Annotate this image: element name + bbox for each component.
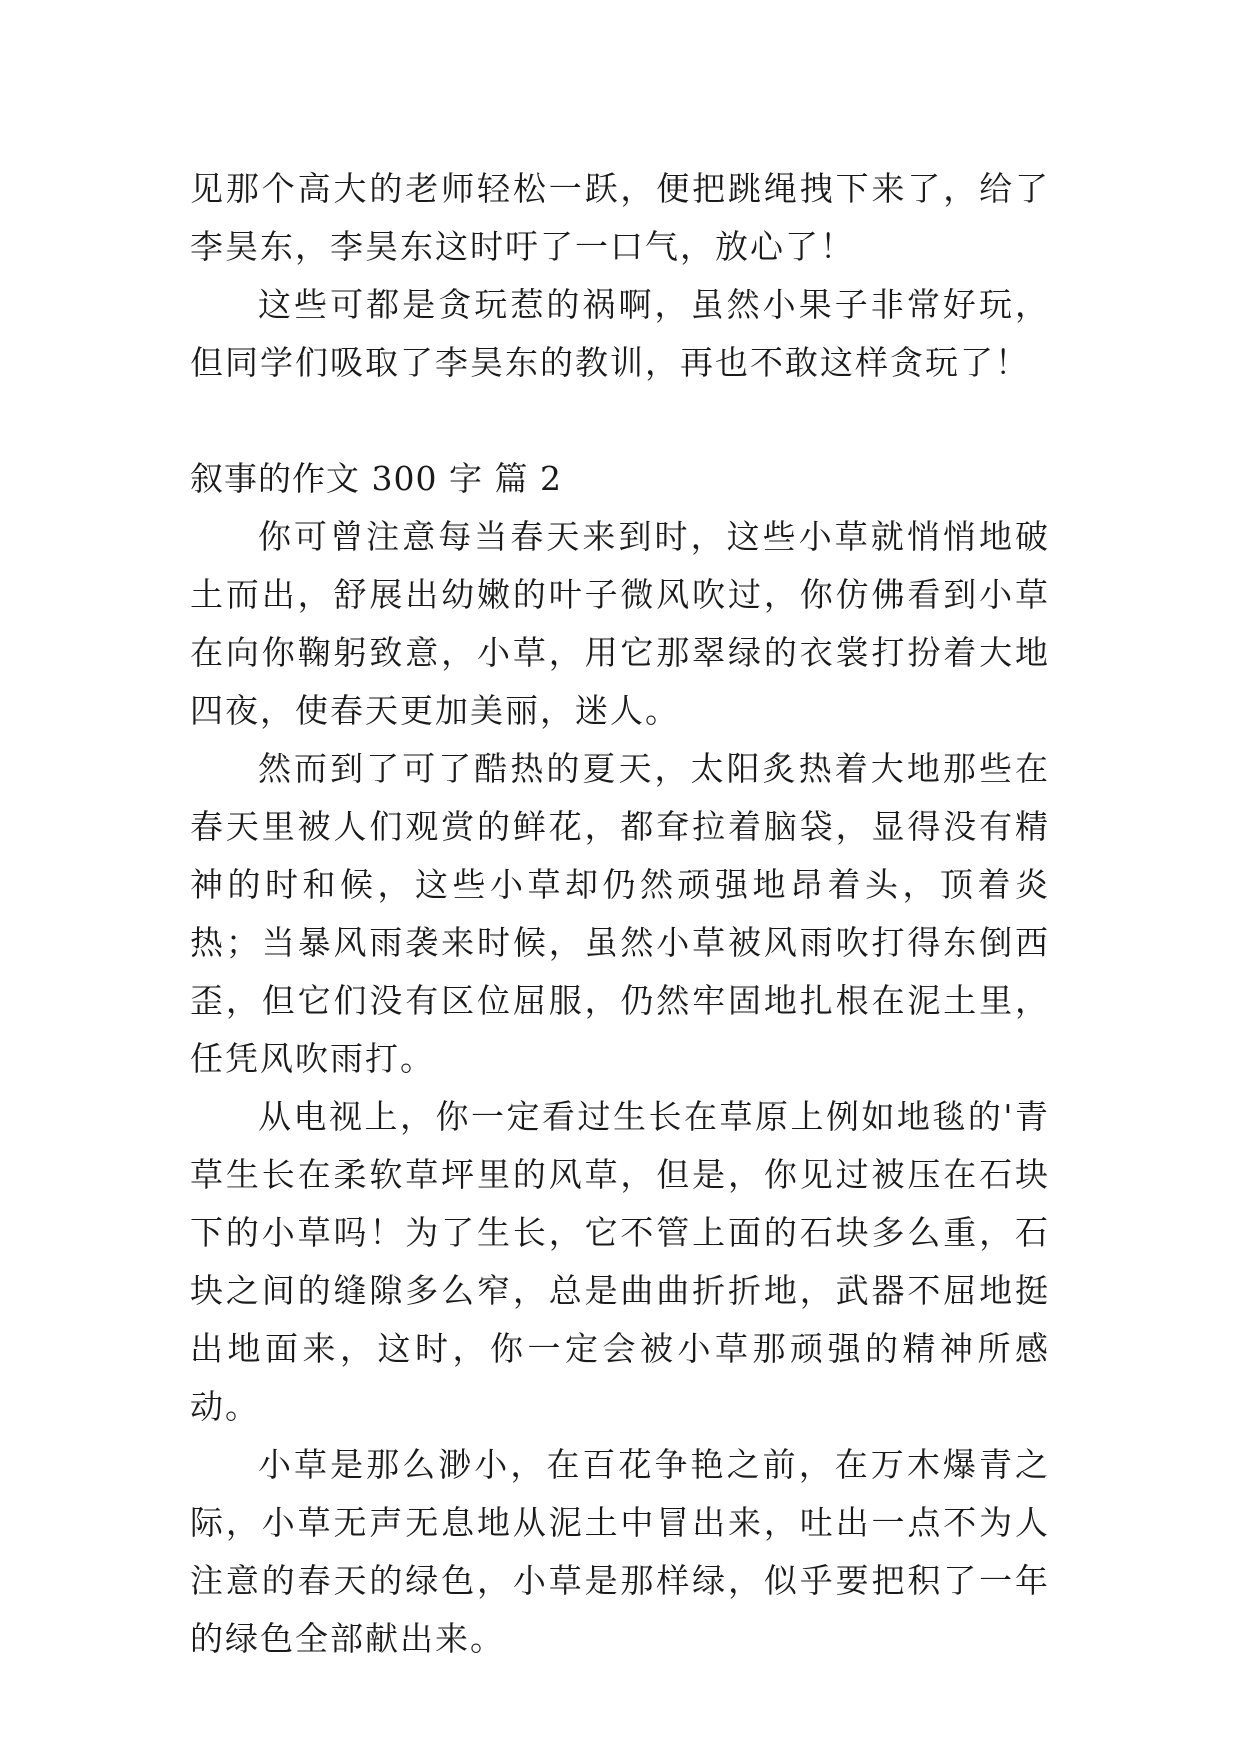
paragraph: 小草是那么渺小，在百花争艳之前，在万木爆青之际，小草无声无息地从泥土中冒出来，吐出一点不为人注意的春天的绿色，小草是那样绿，似乎要把积了一年的绿色全部献出来。 xyxy=(190,1445,1050,1658)
section-heading: 叙事的作文 300 字 篇 2 xyxy=(190,459,562,498)
paragraph: 你可曾注意每当春天来到时，这些小草就悄悄地破土而出，舒展出幼嫩的叶子微风吹过，你仿佛看到小草在向你鞠躬致意，小草，用它那翠绿的衣裳打扮着大地四夜，使春天更加美丽，迷人。 xyxy=(190,517,1050,730)
paragraph: 这些可都是贪玩惹的祸啊，虽然小果子非常好玩，但同学们吸取了李昊东的教训，再也不敢这样贪玩了！ xyxy=(190,285,1050,382)
paragraph: 然而到了可了酷热的夏天，太阳炙热着大地那些在春天里被人们观赏的鲜花，都耷拉着脑袋，显得没有精神的时和候，这些小草却仍然顽强地昂着头，顶着炎热；当暴风雨袭来时候，虽然小草被风雨吹打得东倒西歪，但它们没有区位屈服，仍然牢固地扎根在泥土里，任凭风吹雨打。 xyxy=(190,749,1050,1078)
document-page xyxy=(190,160,1050,1668)
paragraph: 从电视上，你一定看过生长在草原上例如地毯的'青草生长在柔软草坪里的风草，但是，你见过被压在石块下的小草吗！为了生长，它不管上面的石块多么重，石块之间的缝隙多么窄，总是曲曲折折地，武器不屈地挺出地面来，这时，你一定会被小草那顽强的精神所感动。 xyxy=(190,1097,1050,1426)
paragraph-continued: 见那个高大的老师轻松一跃，便把跳绳拽下来了，给了李昊东，李昊东这时吁了一口气，放心了！ xyxy=(190,169,1050,266)
